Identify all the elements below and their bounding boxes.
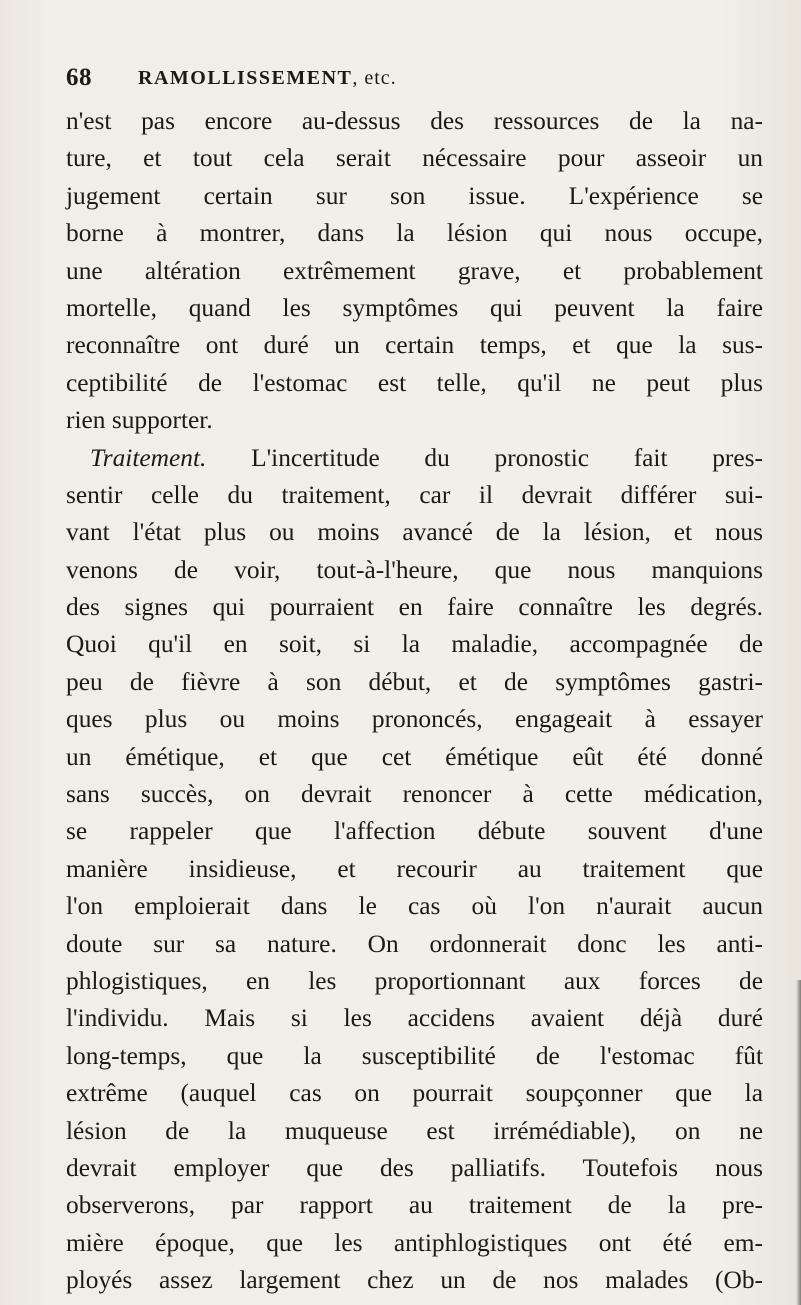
body-text	[66, 103, 763, 1300]
text-line: n'est pas encore au-dessus des ressources de la na-	[66, 107, 763, 135]
text-line: sans succès, on devrait renoncer à cette médication,	[66, 780, 763, 809]
text-line: peu de fièvre à son début, et de symptômes gastri-	[66, 667, 763, 696]
text-line: ployés assez largement chez un de nos malades (Ob-	[66, 1266, 763, 1295]
text-line: extrême (auquel cas on pourrait soupçonner que la	[66, 1079, 763, 1108]
text-line: jugement certain sur son issue. L'expérience se	[66, 181, 763, 210]
text-line: mortelle, quand les symptômes qui peuvent la faire	[66, 293, 763, 322]
text-line-fragment: L'incertitude du pronostic fait pres-	[251, 443, 763, 472]
paragraph-start-line	[66, 440, 763, 477]
text-line: ques plus ou moins prononcés, engageait à essayer	[66, 705, 763, 734]
text-line: observerons, par rapport au traitement de la pre-	[66, 1191, 763, 1220]
text-line: ture, et tout cela serait nécessaire pour asseoir un	[66, 144, 763, 173]
text-line: des signes qui pourraient en faire connaître les degrés.	[66, 593, 763, 622]
text-line: Quoi qu'il en soit, si la maladie, accompagnée de	[66, 630, 763, 659]
page-edge-shadow	[796, 980, 801, 1305]
text-line: l'individu. Mais si les accidens avaient déjà duré	[66, 1004, 763, 1033]
text-line: venons de voir, tout-à-l'heure, que nous manquions	[66, 555, 763, 584]
text-line: l'on emploierait dans le cas où l'on n'aurait aucun	[66, 892, 763, 921]
text-line: doute sur sa nature. On ordonnerait donc les anti-	[66, 929, 763, 958]
text-line: mière époque, que les antiphlogistiques ont été em-	[66, 1228, 763, 1257]
running-title-rest: , etc.	[352, 67, 397, 89]
text-line: se rappeler que l'affection débute souvent d'une	[66, 817, 763, 846]
text-line: manière insidieuse, et recourir au traitement que	[66, 854, 763, 883]
text-line: lésion de la muqueuse est irrémédiable), on ne	[66, 1116, 763, 1145]
running-title-caps: RAMOLLISSEMENT	[138, 67, 353, 89]
text-line: devrait employer que des palliatifs. Toutefois nous	[66, 1153, 763, 1182]
text-line: borne à montrer, dans la lésion qui nous occupe,	[66, 219, 763, 248]
section-heading: Traitement.	[90, 443, 207, 472]
text-line: une altération extrêmement grave, et probablement	[66, 256, 763, 285]
text-line: reconnaître ont duré un certain temps, et que la sus-	[66, 331, 763, 360]
text-line: vant l'état plus ou moins avancé de la lésion, et nous	[66, 518, 763, 547]
page-number: 68	[66, 64, 92, 91]
text-line: rien supporter.	[66, 406, 213, 435]
text-line: sentir celle du traitement, car il devrait différer sui-	[66, 480, 763, 509]
text-line: un émétique, et que cet émétique eût été donné	[66, 742, 763, 771]
text-line: phlogistiques, en les proportionnant aux forces de	[66, 966, 763, 995]
text-line: ceptibilité de l'estomac est telle, qu'il ne peut plus	[66, 368, 763, 397]
page-header	[66, 64, 766, 98]
text-line: long-temps, que la susceptibilité de l'estomac fût	[66, 1041, 763, 1070]
running-title	[138, 67, 397, 90]
